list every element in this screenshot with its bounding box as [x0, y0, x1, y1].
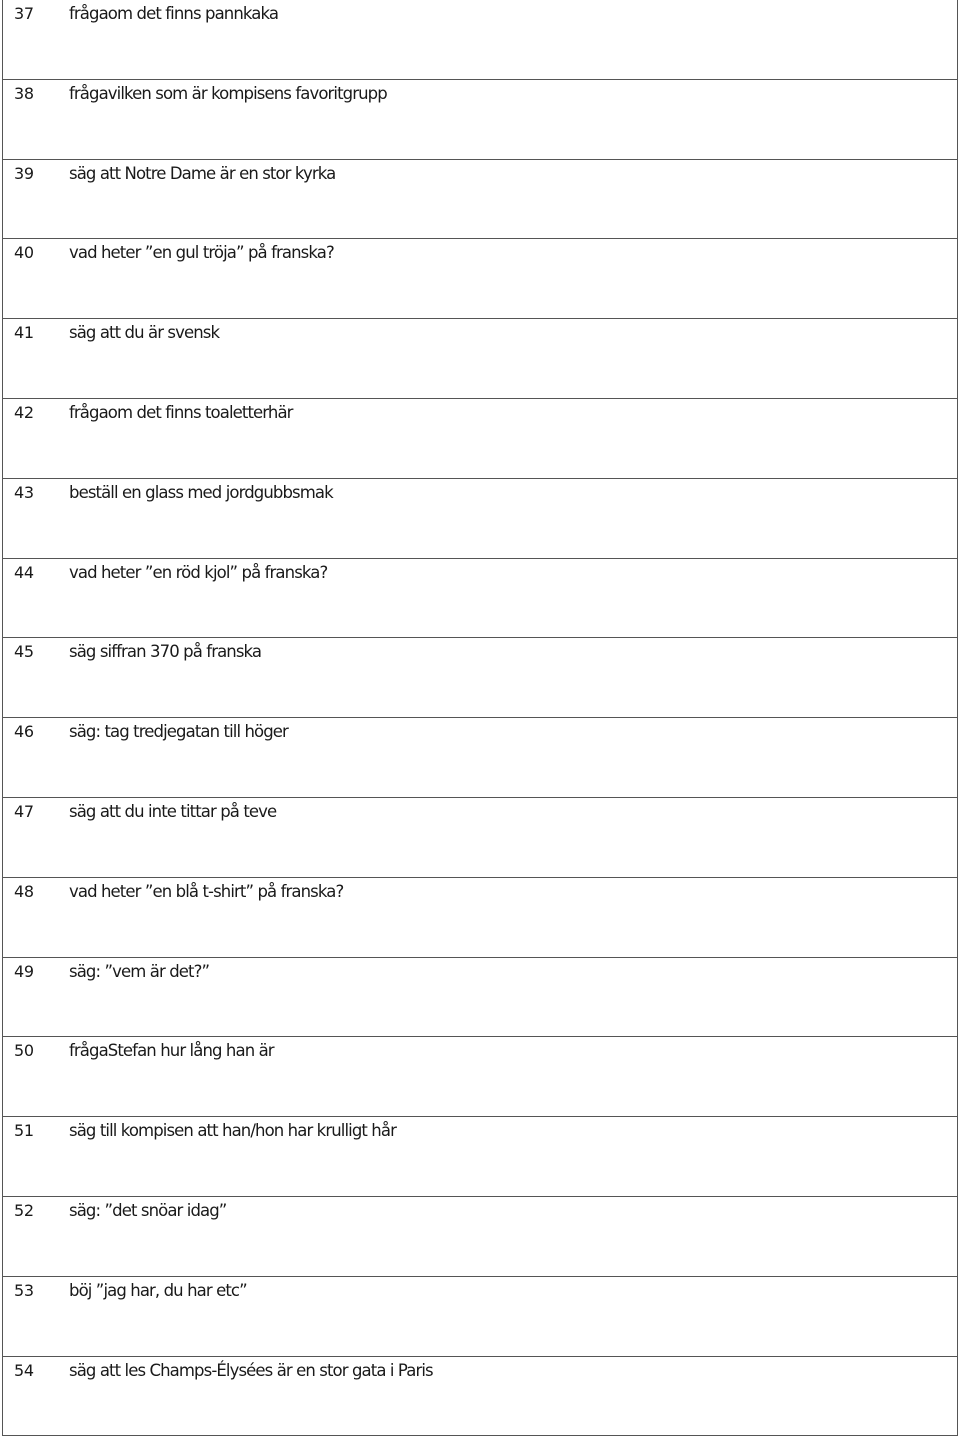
table-row	[3, 1117, 957, 1197]
table-row	[3, 638, 957, 718]
row-number: 45	[14, 642, 34, 662]
row-number: 41	[14, 323, 34, 343]
row-number: 50	[14, 1041, 34, 1061]
row-number: 52	[14, 1200, 34, 1220]
table-row	[3, 718, 957, 798]
row-prompt: säg till kompisen att han/hon har krulligt hår	[69, 1121, 396, 1141]
row-prompt: frågaom det finns toaletterhär	[69, 402, 293, 422]
table-row	[3, 0, 957, 80]
row-prompt: vad heter ”en blå t-shirt” på franska?	[69, 881, 344, 901]
table-row	[3, 559, 957, 639]
row-number: 51	[14, 1121, 34, 1141]
row-number: 40	[14, 243, 34, 263]
row-prompt: säg: ”vem är det?”	[69, 961, 210, 981]
row-number: 44	[14, 562, 34, 582]
row-prompt: säg att Notre Dame är en stor kyrka	[69, 163, 336, 183]
exercise-table	[2, 0, 958, 1436]
table-row	[3, 479, 957, 559]
table-row	[3, 1277, 957, 1357]
row-number: 49	[14, 961, 34, 981]
row-prompt: säg att du är svensk	[69, 323, 220, 343]
table-row	[3, 798, 957, 878]
row-number: 54	[14, 1360, 34, 1380]
row-prompt: frågavilken som är kompisens favoritgrupp	[69, 83, 387, 103]
table-row	[3, 160, 957, 240]
row-prompt: säg att du inte tittar på teve	[69, 801, 277, 821]
row-prompt: frågaStefan hur lång han är	[69, 1041, 274, 1061]
row-number: 39	[14, 163, 34, 183]
row-number: 37	[14, 4, 34, 23]
row-number: 53	[14, 1280, 34, 1300]
table-row	[3, 399, 957, 479]
row-prompt: böj ”jag har, du har etc”	[69, 1280, 247, 1300]
row-prompt: frågaom det finns pannkaka	[69, 4, 279, 23]
table-row	[3, 319, 957, 399]
row-number: 47	[14, 801, 34, 821]
row-number: 38	[14, 83, 34, 103]
table-row	[3, 80, 957, 160]
row-prompt: säg: tag tredjegatan till höger	[69, 722, 288, 742]
row-number: 48	[14, 881, 34, 901]
row-prompt: beställ en glass med jordgubbsmak	[69, 482, 333, 502]
row-number: 42	[14, 402, 34, 422]
table-row	[3, 958, 957, 1038]
row-prompt: säg: ”det snöar idag”	[69, 1200, 227, 1220]
table-row	[3, 878, 957, 958]
row-prompt: vad heter ”en gul tröja” på franska?	[69, 243, 334, 263]
table-row	[3, 1357, 957, 1437]
table-row	[3, 239, 957, 319]
row-prompt: säg att les Champs-Élysées är en stor gata i Paris	[69, 1360, 433, 1380]
row-number: 43	[14, 482, 34, 502]
table-row	[3, 1197, 957, 1277]
row-prompt: vad heter ”en röd kjol” på franska?	[69, 562, 328, 582]
table-row	[3, 1037, 957, 1117]
row-number: 46	[14, 722, 34, 742]
row-prompt: säg siffran 370 på franska	[69, 642, 262, 662]
